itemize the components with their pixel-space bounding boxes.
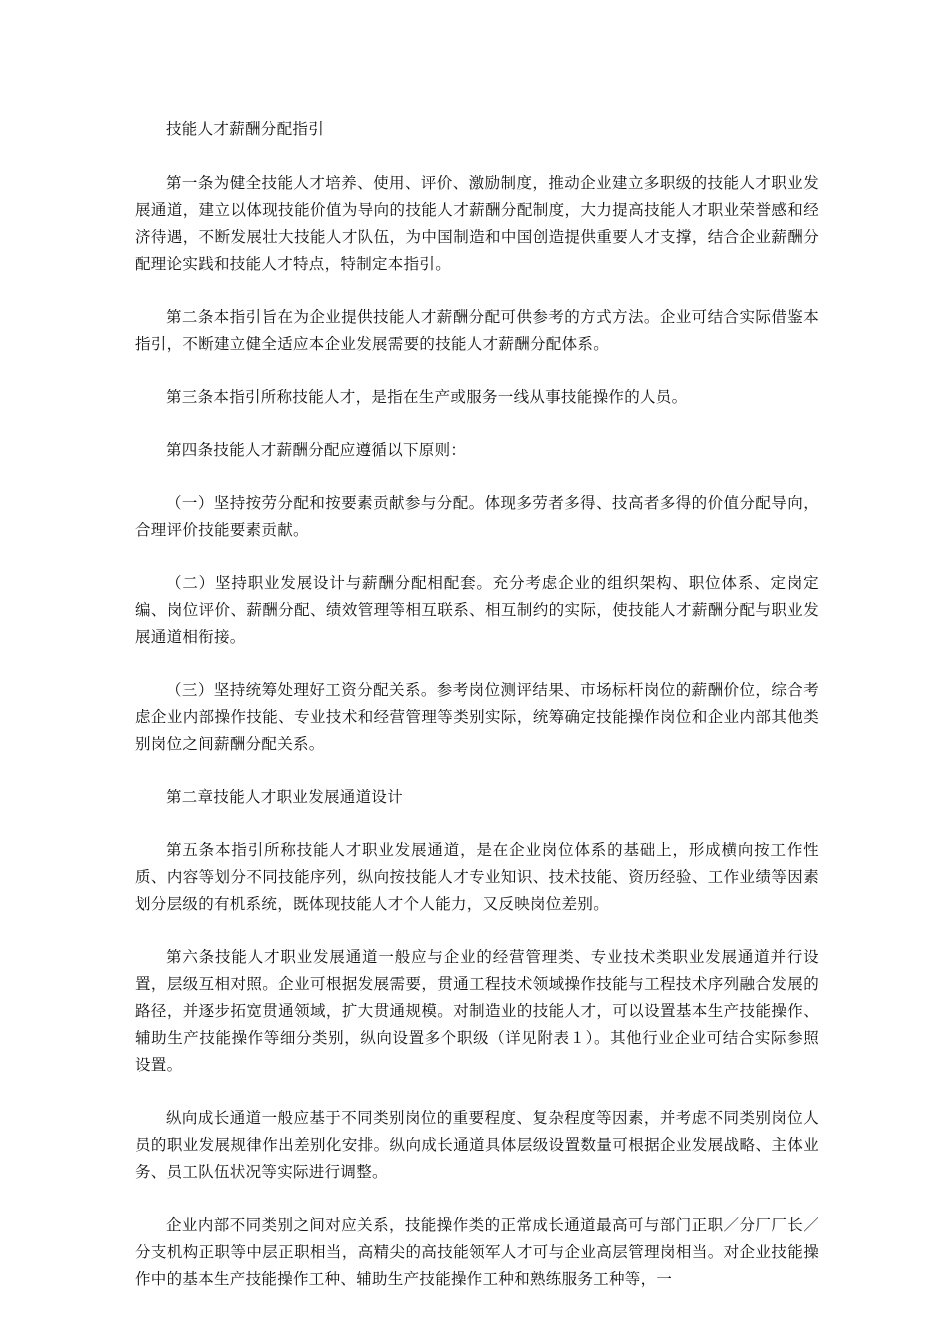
paragraph-category-correspondence: 企业内部不同类别之间对应关系，技能操作类的正常成长通道最高可与部门正职／分厂厂长／分支机构正职等中层正职相当，高精尖的高技能领军人才可与企业高层管理岗相当。对企业技能操作中的基本生产技能操作工种、辅助生产技能操作工种和熟练服务工种等，一 <box>135 1216 819 1288</box>
paragraph-article-6: 第六条技能人才职业发展通道一般应与企业的经营管理类、专业技术类职业发展通道并行设置，层级互相对照。企业可根据发展需要，贯通工程技术领域操作技能与工程技术序列融合发展的路径，并逐步拓宽贯通领域，扩大贯通规模。对制造业的技能人才，可以设置基本生产技能操作、辅助生产技能操作等细分类别，纵向设置多个职级（详见附表１）。其他行业企业可结合实际参照设置。 <box>135 948 819 1074</box>
paragraph-principle-3: （三）坚持统筹处理好工资分配关系。参考岗位测评结果、市场标杆岗位的薪酬价位，综合考虑企业内部操作技能、专业技术和经营管理等类别实际，统筹确定技能操作岗位和企业内部其他类别岗位之间薪酬分配关系。 <box>135 681 819 753</box>
document-title: 技能人才薪酬分配指引 <box>166 120 325 138</box>
chapter-heading: 第二章技能人才职业发展通道设计 <box>166 788 404 806</box>
paragraph-principle-1: （一）坚持按劳分配和按要素贡献参与分配。体现多劳者多得、技高者多得的价值分配导向，合理评价技能要素贡献。 <box>135 494 819 539</box>
paragraph-article-1: 第一条为健全技能人才培养、使用、评价、激励制度，推动企业建立多职级的技能人才职业发展通道，建立以体现技能价值为导向的技能人才薪酬分配制度，大力提高技能人才职业荣誉感和经济待遇，不断发展壮大技能人才队伍，为中国制造和中国创造提供重要人才支撑，结合企业薪酬分配理论实践和技能人才特点，特制定本指引。 <box>135 174 819 273</box>
paragraph-article-5: 第五条本指引所称技能人才职业发展通道，是在企业岗位体系的基础上，形成横向按工作性质、内容等划分不同技能序列，纵向按技能人才专业知识、技术技能、资历经验、工作业绩等因素划分层级的有机系统，既体现技能人才个人能力，又反映岗位差别。 <box>135 841 819 913</box>
paragraph-article-2: 第二条本指引旨在为企业提供技能人才薪酬分配可供参考的方式方法。企业可结合实际借鉴本指引，不断建立健全适应本企业发展需要的技能人才薪酬分配体系。 <box>135 308 819 353</box>
document-body <box>135 116 819 1293</box>
paragraph-principle-2: （二）坚持职业发展设计与薪酬分配相配套。充分考虑企业的组织架构、职位体系、定岗定编、岗位评价、薪酬分配、绩效管理等相互联系、相互制约的实际，使技能人才薪酬分配与职业发展通道相衔接。 <box>135 574 819 646</box>
paragraph-article-4: 第四条技能人才薪酬分配应遵循以下原则： <box>166 441 467 459</box>
paragraph-vertical-channel: 纵向成长通道一般应基于不同类别岗位的重要程度、复杂程度等因素，并考虑不同类别岗位人员的职业发展规律作出差别化安排。纵向成长通道具体层级设置数量可根据企业发展战略、主体业务、员工队伍状况等实际进行调整。 <box>135 1109 819 1181</box>
paragraph-article-3: 第三条本指引所称技能人才，是指在生产或服务一线从事技能操作的人员。 <box>166 388 688 406</box>
